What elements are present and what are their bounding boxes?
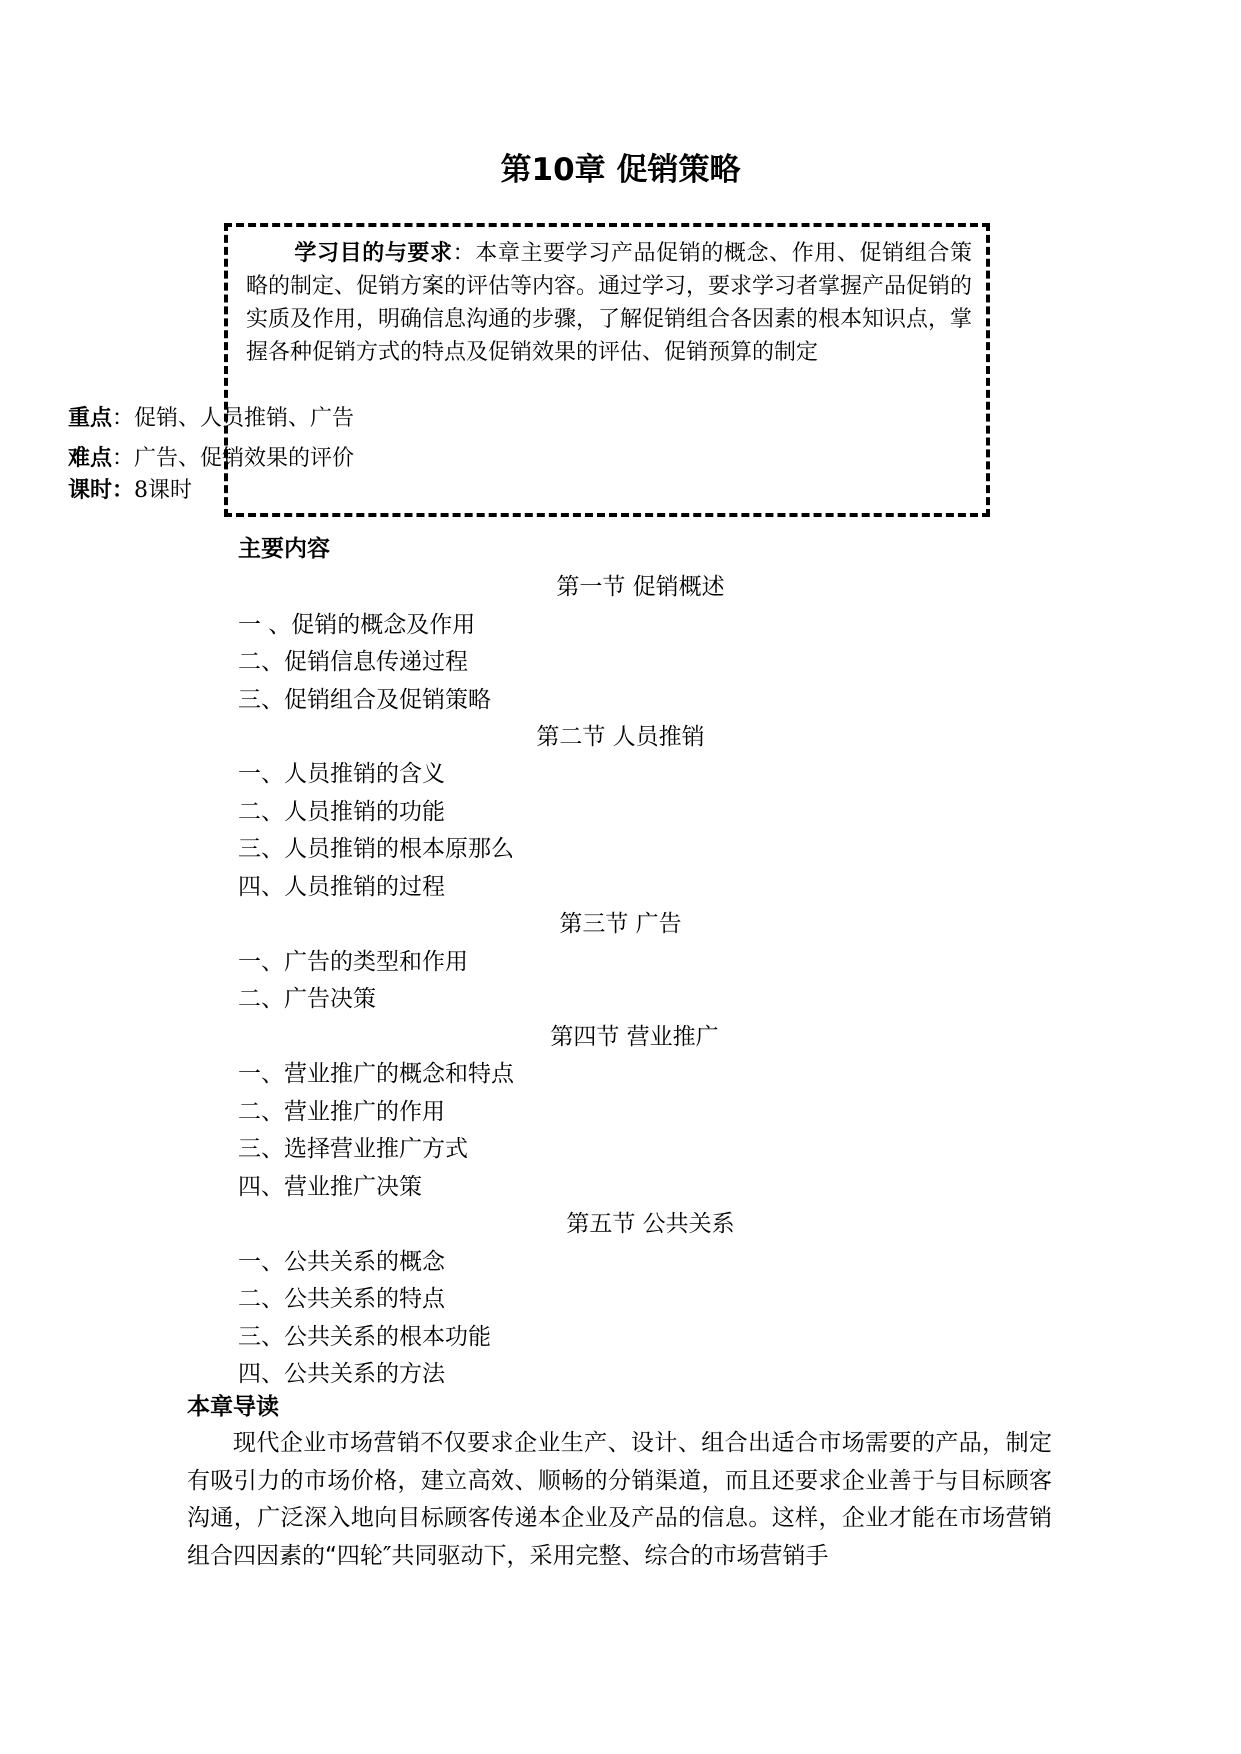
main-content-heading: 主要内容 <box>238 536 330 562</box>
list-item: 二、促销信息传递过程 <box>238 649 468 675</box>
list-item: 二、营业推广的作用 <box>238 1099 445 1125</box>
section-title: 第三节 广告 <box>559 911 682 937</box>
list-item: 三、促销组合及促销策略 <box>238 687 491 713</box>
list-item: 三、公共关系的根本功能 <box>238 1324 491 1350</box>
chapter-guide-paragraph: 现代企业市场营销不仅要求企业生产、设计、组合出适合市场需要的产品，制定有吸引力的市场价格，建立高效、顺畅的分销渠道，而且还要求企业善于与目标顾客沟通，广泛深入地向目标顾客传递本企业及产品的信息。这样，企业才能在市场营销组合四因素的“四轮″共同驱动下，采用完整、综合的市场营销手 <box>187 1430 1052 1569</box>
list-item: 四、营业推广决策 <box>238 1174 422 1200</box>
section-title: 第一节 促销概述 <box>556 574 725 600</box>
list-item: 四、人员推销的过程 <box>238 874 445 900</box>
chapter-guide-heading: 本章导读 <box>187 1394 279 1420</box>
key-points-label: 重点 <box>68 406 113 431</box>
list-item: 三、人员推销的根本原那么 <box>238 836 514 862</box>
difficult-points-label: 难点 <box>68 446 113 471</box>
objectives-text: ：本章主要学习产品促销的概念、作用、促销组合策略的制定、促销方案的评估等内容。通过学习，要求学习者掌握产品促销的实质及作用，明确信息沟通的步骤，了解促销组合各因素的根本知识点，掌握各种促销方式的特点及促销效果的评估、促销预算的制定 <box>246 241 973 365</box>
section-title: 第四节 营业推广 <box>550 1024 719 1050</box>
list-item: 二、公共关系的特点 <box>238 1286 445 1312</box>
class-hours <box>68 474 192 508</box>
chapter-title: 第10章 促销策略 <box>500 152 741 188</box>
list-item: 一、公共关系的概念 <box>238 1249 445 1275</box>
class-hours-label: 课时： <box>68 478 135 503</box>
objectives-label: 学习目的与要求 <box>294 241 453 266</box>
objectives-paragraph <box>246 237 972 369</box>
key-points-text: ：促销、人员推销、广告 <box>112 406 355 431</box>
section-title: 第五节 公共关系 <box>566 1211 735 1237</box>
section-title: 第二节 人员推销 <box>536 724 705 750</box>
list-item: 一、人员推销的含义 <box>238 761 445 787</box>
list-item: 四、公共关系的方法 <box>238 1361 445 1387</box>
list-item: 一、营业推广的概念和特点 <box>238 1061 514 1087</box>
list-item: 二、人员推销的功能 <box>238 799 445 825</box>
list-item: 一、广告的类型和作用 <box>238 949 468 975</box>
list-item: 一 、促销的概念及作用 <box>238 612 476 638</box>
list-item: 二、广告决策 <box>238 986 376 1012</box>
list-item: 三、选择营业推广方式 <box>238 1136 468 1162</box>
difficult-points-text: ：广告、促销效果的评价 <box>112 446 355 471</box>
class-hours-text: 8课时 <box>134 478 193 503</box>
key-points <box>68 402 354 436</box>
difficult-points <box>68 442 354 476</box>
